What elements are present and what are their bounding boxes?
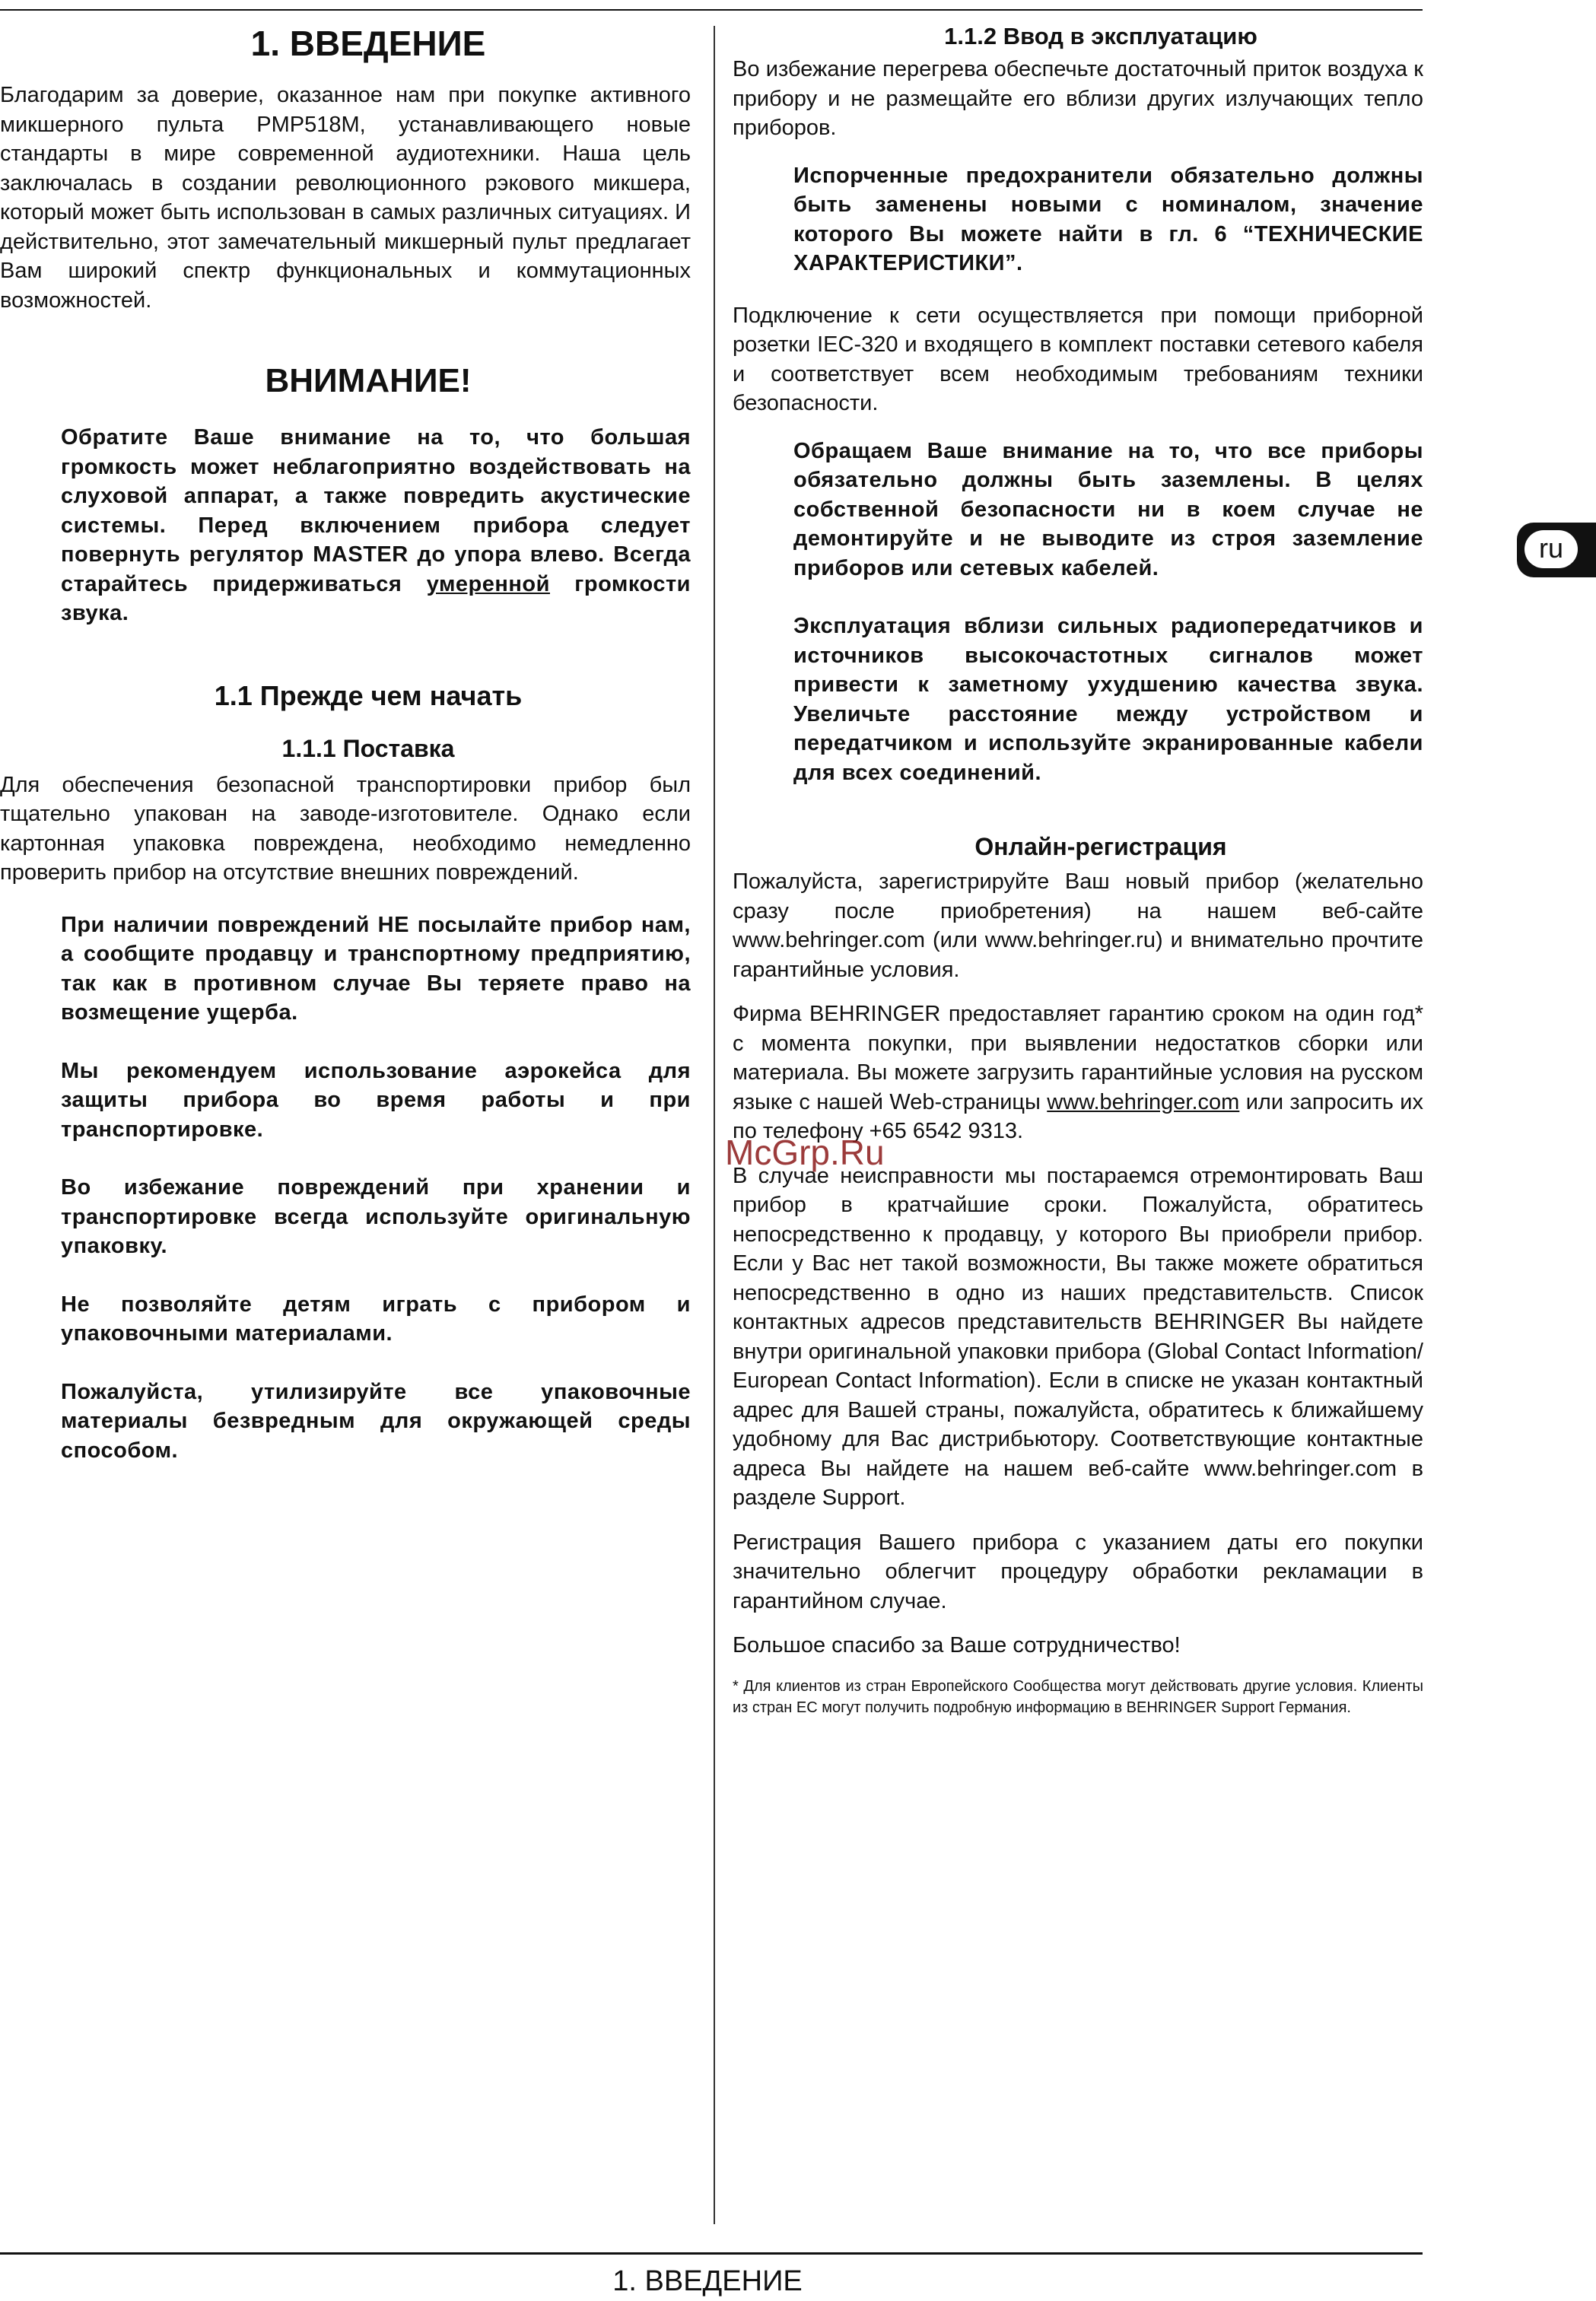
warning-text-underlined: умеренной [426,571,550,596]
subsection-title-delivery: 1.1.1 Поставка [281,734,455,762]
delivery-paragraph: Для обеспечения безопасной транспортировки прибор был тщательно упакован на заводе-изготовителе. Однако если картонная упаковка повреждена, необходимо немедленно проверить прибор на отсутствие внешних повреждений. [0,772,691,885]
warranty-text-end: или запросить их по телефону +65 6542 9313. [733,1089,1423,1143]
language-label: ru [1524,530,1578,568]
note-original-packaging: Во избежание повреждений при хранении и транспортировке всегда используйте оригинальную упаковку. [61,1175,691,1258]
top-rule [0,9,1423,11]
note-children: Не позволяйте детям играть с прибором и упаковочными материалами. [61,1292,691,1346]
note-flightcase: Мы рекомендуем использование аэрокейса для защиты прибора во время работы и при транспортировке. [61,1058,691,1142]
warning-text [61,423,691,628]
repair-paragraph: В случае неисправности мы постараемся отремонтировать Ваш прибор в кратчайшие сроки. Пожалуйста, обратитесь непосредственно к продавцу, у которого Вы приобрели прибор. Если у Вас нет такой возможности, Вы также можете обратиться непосредственно в одно из наших представительств. Список контактных адресов представительств BEHRINGER Вы найдете внутри оригинальной упаковки прибора (Global Contact Information/ European Contact Information). Если в списке не указан контактный адрес для Вашей страны, пожалуйста, обратитесь к ближайшему удобному для Вас дистрибьютору. Соответствующие контактные адреса Вы найдете на нашем веб-сайте www.behringer.com в разделе Support. [733,1163,1423,1510]
warning-text-main: Обратите Ваше внимание на то, что большая громкость может неблагоприятно воздействовать на слуховой аппарат, а также повредить акустические системы. Перед включением прибора следует повернуть регулятор MASTER до упора влево. Всегда старайтесь придерживаться [61,425,691,596]
footer-chapter-title: 1. ВВЕДЕНИЕ [612,2265,803,2297]
watermark: McGrp.Ru [725,1133,885,1172]
operation-paragraph: Во избежание перегрева обеспечьте достаточный приток воздуха к прибору и не размещайте его вблизи других излучающих тепло приборов. [733,57,1423,140]
bottom-rule [0,2252,1423,2255]
note-disposal: Пожалуйста, утилизируйте все упаковочные материалы безвредным для окружающей среды способом. [61,1379,691,1463]
note-fuses: Испорченные предохранители обязательно должны быть заменены новыми с номиналом, значение которого Вы можете найти в гл. 6 “ТЕХНИЧЕСКИЕ ХАРАКТЕРИСТИКИ”. [793,163,1423,275]
registration-title: Онлайн-регистрация [974,833,1227,860]
right-column [733,23,1423,1718]
warning-title: ВНИМАНИЕ! [265,362,472,399]
thanks-paragraph: Большое спасибо за Ваше сотрудничество! [733,1633,1181,1657]
subsection-title-operation: 1.1.2 Ввод в эксплуатацию [944,23,1257,49]
section-title-before-start: 1.1 Прежде чем начать [214,679,523,711]
registration-benefit-paragraph: Регистрация Вашего прибора с указанием даты его покупки значительно облегчит процедуру обработки рекламации в гарантийном случае. [733,1530,1423,1613]
footnote: * Для клиентов из стран Европейского Сообщества могут действовать другие условия. Клиенты из стран ЕС могут получить подробную информацию в BEHRINGER Support Германия. [733,1677,1423,1716]
note-grounding: Обращаем Ваше внимание на то, что все приборы обязательно должны быть заземлены. В целях собственной безопасности ни в коем случае не демонтируйте и не выводите из строя заземление приборов или сетевых кабелей. [793,438,1423,580]
left-column [0,23,691,1465]
registration-paragraph: Пожалуйста, зарегистрируйте Ваш новый прибор (желательно сразу после приобретения) на нашем веб-сайте www.behringer.com (или www.behringer.ru) и внимательно прочтите гарантийные условия. [733,869,1423,982]
warning-text-end: громкости звука. [61,571,691,625]
intro-paragraph: Благодарим за доверие, оказанное нам при покупке активного микшерного пульта PMP518M, устанавливающего новые стандарты в мире современной аудиотехники. Наша цель заключалась в создании революционного рэкового микшера, который может быть использован в самых различных ситуациях. И действительно, этот замечательный микшерный пульт предлагает Вам широкий спектр функциональных и коммутационных возможностей. [0,83,691,313]
note-damage: При наличии повреждений НЕ посылайте прибор нам, а сообщите продавцу и транспортному предприятию, так как в противном случае Вы теряете право на возмещение ущерба. [61,912,691,1025]
note-radio-interference: Эксплуатация вблизи сильных радиопередатчиков и источников высокочастотных сигналов может привести к заметному ухудшению качества звука. Увеличьте расстояние между устройством и передатчиком и используйте экранированные кабели для всех соединений. [793,614,1423,785]
mains-paragraph: Подключение к сети осуществляется при помощи приборной розетки IEC-320 и входящего в комплект поставки сетевого кабеля и соответствует всем необходимым требованиям техники безопасности. [733,303,1423,415]
language-tab [1517,523,1596,577]
column-divider [714,26,715,2224]
warranty-paragraph [733,1000,1423,1146]
warranty-text: Фирма BEHRINGER предоставляет гарантию сроком на один год* с момента покупки, при выявлении недостатков сборки или материала. Вы можете загрузить гарантийные условия на русском языке с нашей Web-страницы [733,1002,1423,1114]
behringer-link[interactable]: www.behringer.com [1047,1089,1240,1114]
page-title: 1. ВВЕДЕНИЕ [250,24,486,63]
